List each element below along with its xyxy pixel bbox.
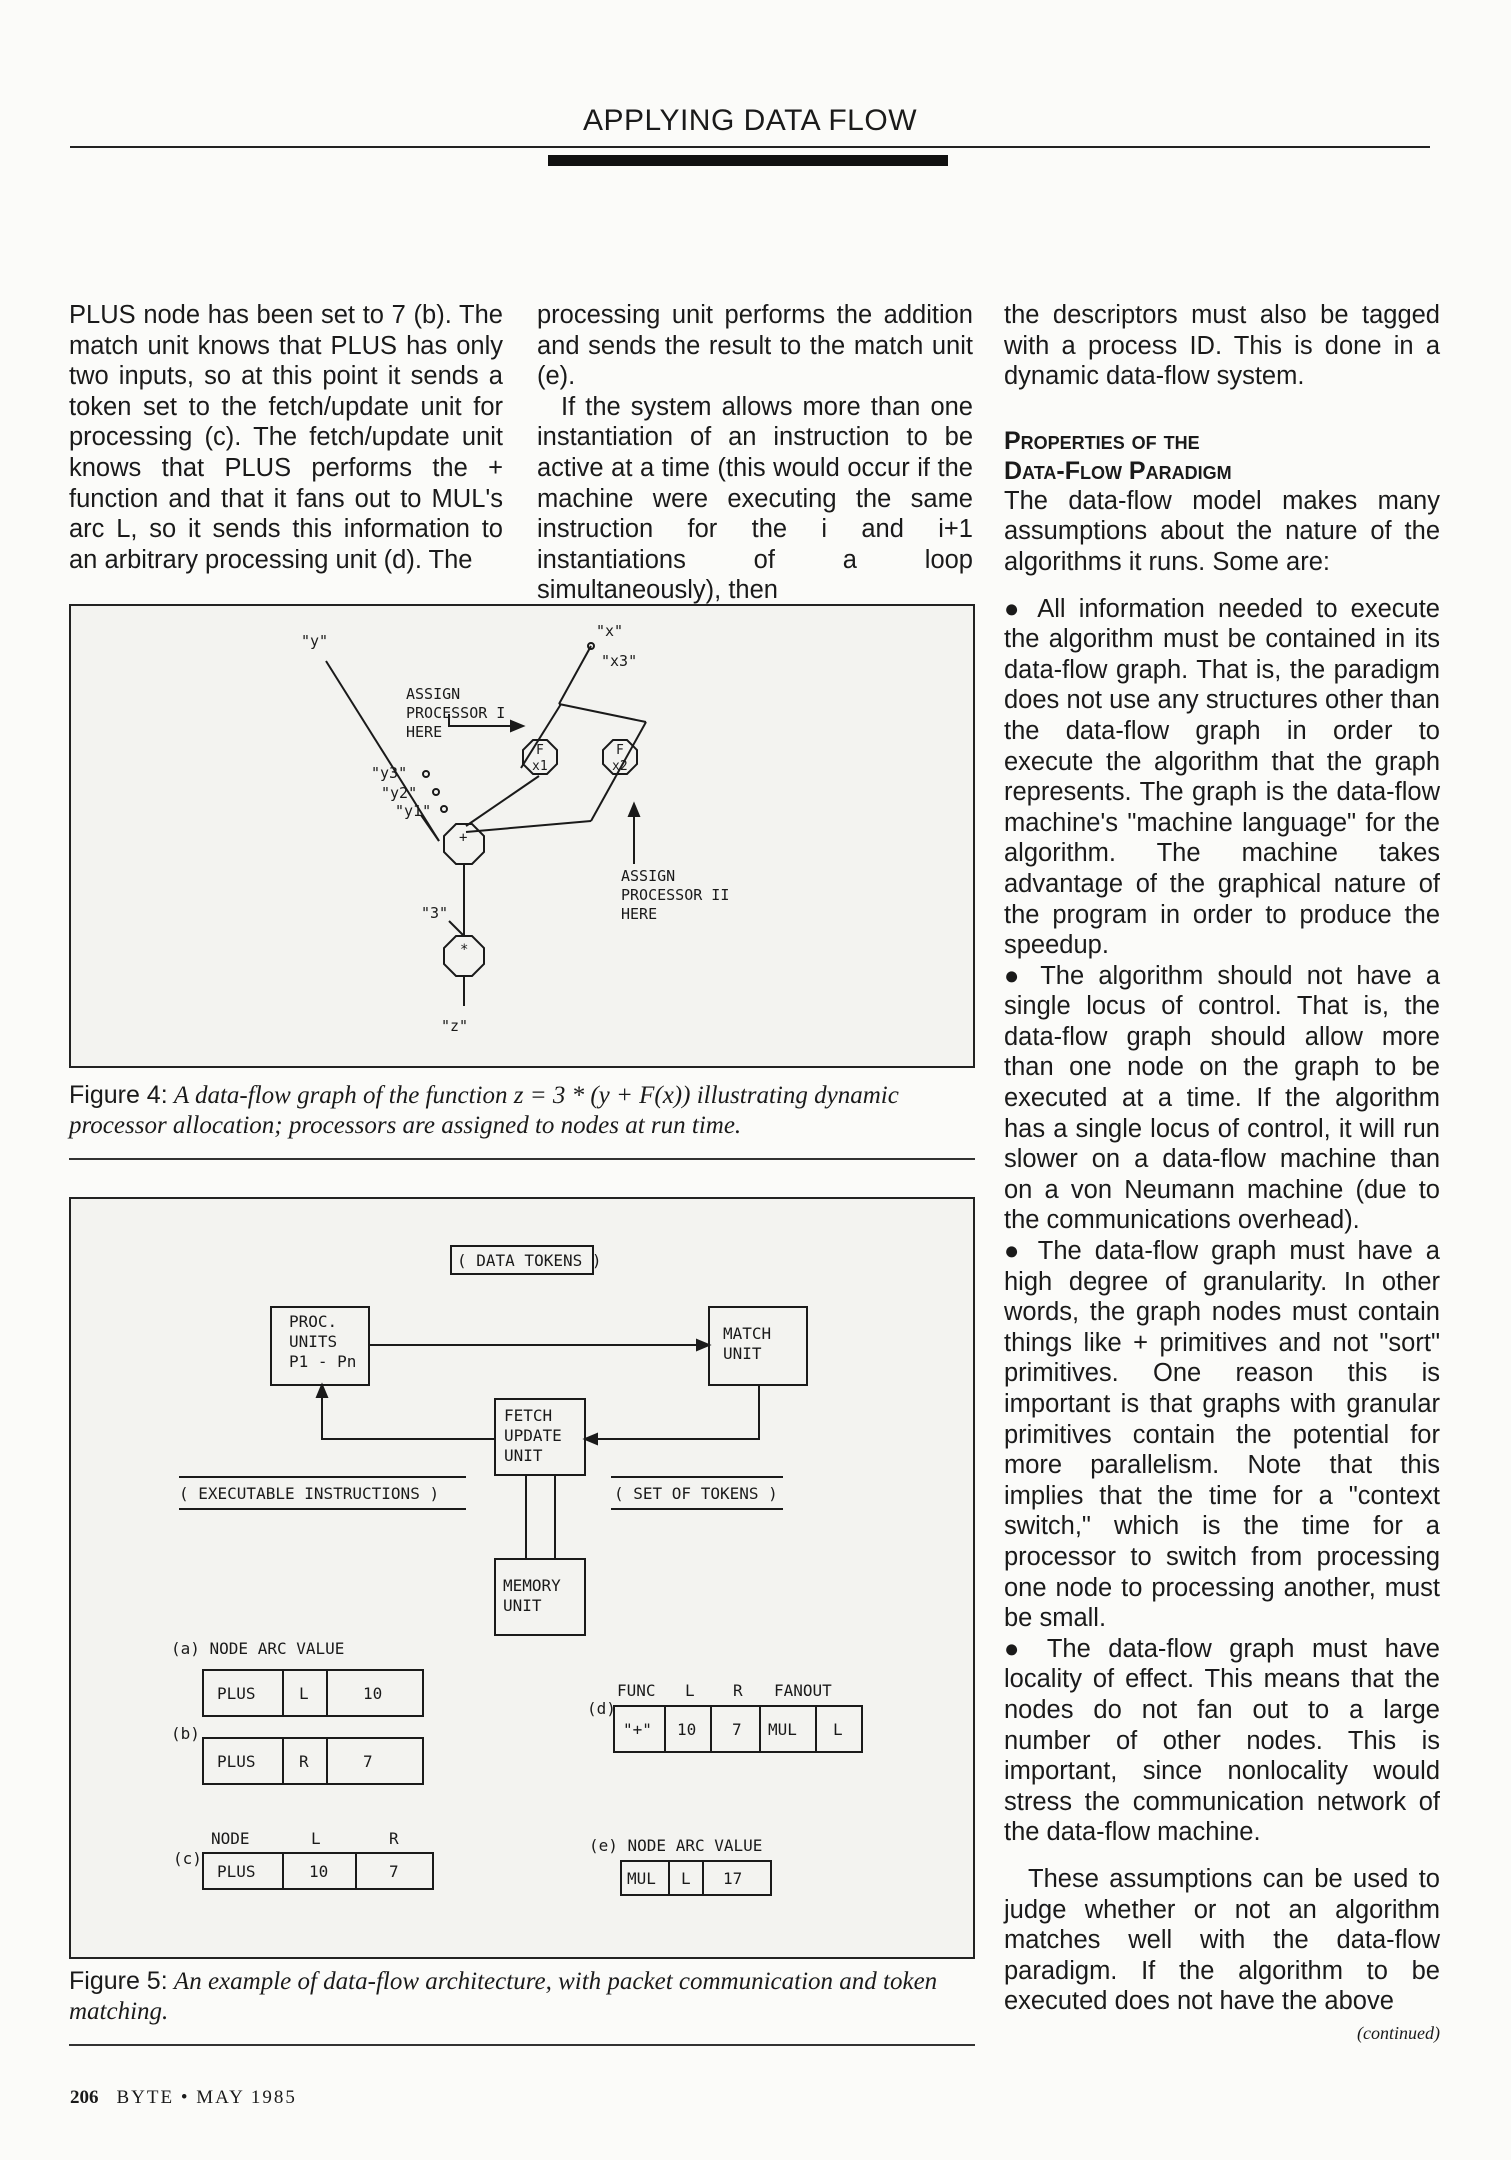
label-proc: UNITS	[289, 1332, 338, 1351]
label-e-header: (e) NODE ARC VALUE	[589, 1836, 763, 1855]
figure-5	[69, 1197, 975, 1959]
col2-paragraph-2: If the system allows more than one instantiation of an instruction to be active at a time (this would occur if the machine were executing the same instruction for the i and i+1 instantiations of a loop simultaneously), then	[537, 392, 973, 605]
label-f: F	[616, 743, 624, 758]
edge	[591, 776, 616, 821]
label-match: MATCH	[723, 1324, 772, 1343]
label-c-header: NODE	[211, 1829, 250, 1848]
label-d-header: FUNC	[617, 1681, 656, 1700]
col3-paragraph-1: the descriptors must also be tagged with a process ID. This is done in a dynamic data-flow system.	[1004, 301, 1440, 391]
label-d-header: R	[733, 1681, 743, 1700]
column-2	[537, 300, 973, 606]
label-proc: PROC.	[289, 1312, 338, 1331]
cell: 7	[732, 1720, 742, 1739]
section-heading: Properties of the Data-Flow Paradigm	[1004, 426, 1232, 485]
figure-5-caption: Figure 5: An example of data-flow architecture, with packet communication and token matching.	[69, 1967, 938, 2025]
column-1	[69, 300, 503, 575]
col1-paragraph: PLUS node has been set to 7 (b). The match unit knows that PLUS has only two inputs, so at this point it sends a token set to the fetch/update unit for processing (c). The fetch/update unit knows that PLUS performs the + function and that it fans out to MUL's arc L, so it sends this information to an arbitrary processing unit (d). The	[69, 301, 503, 574]
cell: L	[833, 1720, 843, 1739]
arrowhead	[629, 804, 639, 816]
label-y2: "y2"	[381, 784, 418, 802]
cell: R	[299, 1752, 309, 1771]
figure-5-diagram	[71, 1199, 973, 1957]
edge	[466, 821, 591, 832]
label-assign-1: ASSIGN	[406, 685, 461, 703]
column-3	[1004, 300, 1440, 2045]
port-dot	[423, 771, 429, 777]
cell: L	[299, 1684, 309, 1703]
label-y: "y"	[301, 632, 329, 650]
edge	[449, 921, 464, 936]
bullet-item: ● The data-flow graph must have a high degree of granularity. In other words, the graph nodes must contain things like + primitives and not "sort" primitives. One reason this is important is that graphs with granular primitives contain the potential for more parallelism. Note that this implies that the time for a "context switch," which is the time for a processor to switch from processing one node to processing another, must be small.	[1004, 1237, 1440, 1633]
label-d: (d)	[587, 1699, 616, 1718]
figure-4-diagram	[71, 606, 973, 1066]
label-plus: +	[459, 830, 468, 846]
label-x3: "x3"	[601, 652, 638, 670]
cell: PLUS	[217, 1684, 256, 1703]
cell: 17	[723, 1869, 743, 1888]
label-assign-2: PROCESSOR II	[621, 886, 730, 904]
cell: PLUS	[217, 1752, 256, 1771]
edge	[559, 704, 646, 722]
figure-4-rule	[69, 1158, 975, 1160]
label-memory: UNIT	[503, 1596, 542, 1615]
page-number: 206	[70, 2087, 99, 2108]
bullet-item: ● All information needed to execute the algorithm must be contained in its data-flow graph. That is, the paradigm does not use any structures other than the data-flow graph in order to execute the algorithm that the graph represents. The graph is the data-flow machine's "machine language" for the algorithm. The machine takes advantage of the graphical nature of the program in order to produce the speedup.	[1004, 594, 1440, 960]
label-a-header: (a) NODE ARC VALUE	[171, 1639, 345, 1658]
label-b: (b)	[171, 1724, 200, 1743]
cell: 7	[389, 1862, 399, 1881]
label-assign-2: ASSIGN	[621, 867, 676, 885]
label-y3: "y3"	[371, 764, 408, 782]
figure-4-caption: Figure 4: A data-flow graph of the function z = 3 * (y + F(x)) illustrating dynamic processor allocation; processors are assigned to nodes at run time.	[69, 1081, 899, 1139]
edge	[466, 776, 539, 826]
label-memory: MEMORY	[503, 1576, 561, 1595]
col2-paragraph-1: processing unit performs the addition and sends the result to the match unit (e).	[537, 301, 973, 391]
label-proc: P1 - Pn	[289, 1352, 357, 1371]
figure-4	[69, 604, 975, 1068]
label-z: "z"	[441, 1017, 469, 1035]
label-x1: x1	[532, 759, 548, 774]
label-assign-1: HERE	[406, 723, 443, 741]
label-set-of-tokens: ( SET OF TOKENS )	[614, 1484, 778, 1503]
cell: "+"	[623, 1720, 652, 1739]
label-fetch: UPDATE	[504, 1426, 562, 1445]
bullet-item: ● The algorithm should not have a single locus of control. That is, the data-flow graph should allow more than one node on the graph to be executed at a time. If the algorithm has a single locus of control, it will run slower on a data-flow machine than on a von Neumann machine (due to the communications overhead).	[1004, 961, 1440, 1235]
cell: 10	[309, 1862, 329, 1881]
header-rule	[70, 146, 1430, 148]
label-d-header: L	[685, 1681, 695, 1700]
label-assign-2: HERE	[621, 905, 658, 923]
label-assign-1: PROCESSOR I	[406, 704, 506, 722]
edge	[322, 1397, 495, 1439]
label-f: F	[536, 743, 544, 758]
label-x2: x2	[612, 759, 628, 774]
arrowhead	[697, 1340, 709, 1350]
cell: MUL	[768, 1720, 797, 1739]
label-3: "3"	[421, 904, 449, 922]
label-match: UNIT	[723, 1344, 762, 1363]
label-times: *	[460, 942, 469, 958]
label-y1: "y1"	[395, 802, 432, 820]
figure-5-rule	[69, 2044, 975, 2046]
label-c-header: L	[311, 1829, 321, 1848]
cell: PLUS	[217, 1862, 256, 1881]
arrowhead	[511, 721, 523, 731]
arrowhead	[585, 1434, 597, 1444]
cell: L	[681, 1869, 691, 1888]
col3-paragraph-2: The data-flow model makes many assumptions about the nature of the algorithms it runs. Some are:	[1004, 486, 1440, 576]
label-data-tokens: ( DATA TOKENS )	[457, 1251, 602, 1270]
publication: BYTE • MAY 1985	[116, 2087, 297, 2108]
cell: 7	[363, 1752, 373, 1771]
label-fetch: UNIT	[504, 1446, 543, 1465]
label-exec-instructions: ( EXECUTABLE INSTRUCTIONS )	[179, 1484, 440, 1503]
port-dot	[433, 789, 439, 795]
edge	[559, 646, 591, 704]
continued-note: (continued)	[1357, 2022, 1440, 2043]
cell: 10	[677, 1720, 697, 1739]
page-footer	[70, 2087, 297, 2109]
port-dot	[441, 806, 447, 812]
cell: 10	[363, 1684, 383, 1703]
cell: MUL	[627, 1869, 656, 1888]
label-c-header: R	[389, 1829, 399, 1848]
label-x: "x"	[596, 622, 624, 640]
arrowhead	[317, 1385, 327, 1397]
col3-paragraph-3: These assumptions can be used to judge whether or not an algorithm matches well with the data-flow paradigm. If the algorithm to be executed does not have the above	[1004, 1864, 1440, 2016]
edge	[597, 1385, 759, 1439]
label-c: (c)	[173, 1849, 202, 1868]
header-bar	[548, 155, 948, 166]
label-d-header: FANOUT	[774, 1681, 832, 1700]
bullet-item: ● The data-flow graph must have locality of effect. This means that the nodes do not fan out to a large number of other nodes. This is important, since nonlocality would stress the communication network of the data-flow machine.	[1004, 1634, 1440, 1847]
label-fetch: FETCH	[504, 1406, 553, 1425]
running-header: APPLYING DATA FLOW	[582, 104, 918, 137]
